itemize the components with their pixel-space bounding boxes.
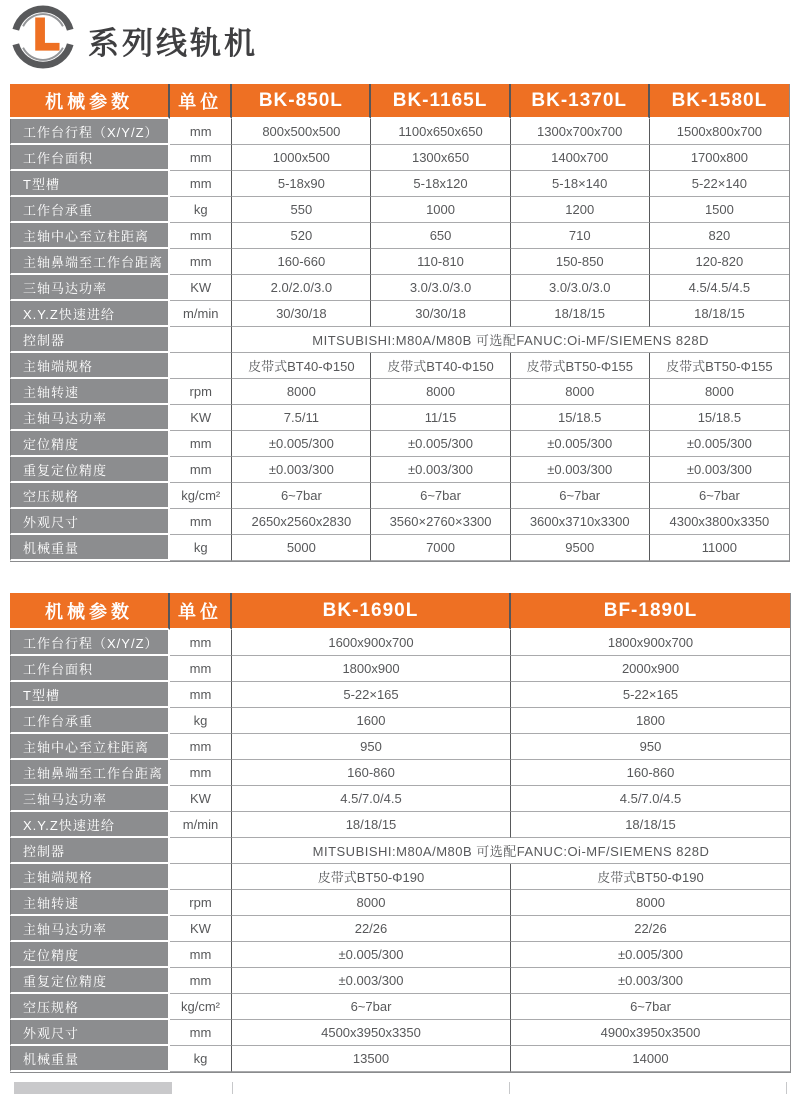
table-row [10,327,789,353]
cell-value: 800x500x500 [232,119,371,145]
column-header: 单位 [170,593,232,630]
cell-value: ±0.003/300 [371,457,510,483]
row-label: 主轴转速 [10,890,170,916]
row-label: 主轴端规格 [10,864,170,890]
row-unit: kg [170,708,232,734]
cell-value: 7.5/11 [232,405,371,431]
row-label: 工作台行程（X/Y/Z） [10,119,170,145]
cell-value: 18/18/15 [511,812,790,838]
table-row [10,760,790,786]
cell-value: 820 [650,223,789,249]
table-row [10,249,789,275]
table-row [10,942,790,968]
table-row [10,786,790,812]
row-unit: kg [170,1046,232,1072]
table-row [10,119,789,145]
cell-value: 3600x3710x3300 [511,509,650,535]
cell-value: 520 [232,223,371,249]
row-span-value: MITSUBISHI:M80A/M80B 可选配FANUC:Oi-MF/SIEMENS 828D [232,838,790,864]
cell-value: 6~7bar [511,483,650,509]
cell-value: 1800x900 [232,656,511,682]
row-label: 空压规格 [10,994,170,1020]
cell-value: 5-22×140 [650,171,789,197]
cell-value: 皮带式BT50-Φ155 [511,353,650,379]
row-unit: kg/cm² [170,994,232,1020]
row-label: 空压规格 [10,483,170,509]
cell-value: 5-22×165 [511,682,790,708]
row-label: 重复定位精度 [10,457,170,483]
row-unit [170,327,232,353]
cell-value: 8000 [511,890,790,916]
row-label: X.Y.Z快速进给 [10,301,170,327]
table-row [10,734,790,760]
row-unit: rpm [170,890,232,916]
table-row [10,197,789,223]
cell-value: 1000x500 [232,145,371,171]
table-row [10,1046,790,1072]
cell-value: 8000 [371,379,510,405]
row-unit: mm [170,171,232,197]
brand-logo-icon [8,2,78,72]
cell-value: 18/18/15 [511,301,650,327]
cell-value: 8000 [232,379,371,405]
cell-value: 950 [232,734,511,760]
cell-value: 160-860 [511,760,790,786]
cell-value: 皮带式BT40-Φ150 [371,353,510,379]
row-label: 外观尺寸 [10,1020,170,1046]
row-unit: mm [170,656,232,682]
model-column-header: BK-1370L [511,84,650,119]
table-row [10,509,789,535]
cell-value: 650 [371,223,510,249]
row-label: 主轴转速 [10,379,170,405]
model-column-header: BK-1580L [650,84,789,119]
row-span-value: MITSUBISHI:M80A/M80B 可选配FANUC:Oi-MF/SIEMENS 828D [232,327,789,353]
row-label: 主轴鼻端至工作台距离 [10,249,170,275]
table-row [10,708,790,734]
row-label: 工作台行程（X/Y/Z） [10,630,170,656]
next-table-label-cell [14,1082,172,1094]
cell-value: 710 [511,223,650,249]
cell-value: ±0.005/300 [650,431,789,457]
cell-value: ±0.005/300 [232,942,511,968]
table-row [10,1020,790,1046]
row-unit: mm [170,968,232,994]
cell-value: 5-18×140 [511,171,650,197]
cell-value: ±0.003/300 [232,968,511,994]
row-unit: kg/cm² [170,483,232,509]
cell-value: 皮带式BT50-Φ190 [511,864,790,890]
cell-value: 4.5/4.5/4.5 [650,275,789,301]
next-table-partial [10,1082,790,1094]
table-row [10,483,789,509]
row-label: 主轴马达功率 [10,916,170,942]
row-unit: rpm [170,379,232,405]
row-label: 主轴中心至立柱距离 [10,223,170,249]
cell-value: 6~7bar [371,483,510,509]
cell-value: 150-850 [511,249,650,275]
cell-value: 1300x700x700 [511,119,650,145]
row-label: T型槽 [10,171,170,197]
cell-value: 22/26 [232,916,511,942]
row-unit: mm [170,145,232,171]
cell-value: 15/18.5 [511,405,650,431]
table-row [10,994,790,1020]
cell-value: 皮带式BT50-Φ190 [232,864,511,890]
cell-value: 22/26 [511,916,790,942]
cell-value: 160-860 [232,760,511,786]
cell-value: 3.0/3.0/3.0 [371,275,510,301]
cell-value: 7000 [371,535,510,561]
row-label: 主轴马达功率 [10,405,170,431]
cell-value: 4.5/7.0/4.5 [511,786,790,812]
cell-value: 1700x800 [650,145,789,171]
row-unit: KW [170,275,232,301]
cell-value: 2650x2560x2830 [232,509,371,535]
cell-value: 550 [232,197,371,223]
table-row [10,353,789,379]
model-column-header: BK-1165L [371,84,510,119]
row-label: 主轴中心至立柱距离 [10,734,170,760]
cell-value: 5-18x90 [232,171,371,197]
row-unit: mm [170,249,232,275]
table-row [10,431,789,457]
cell-value: 11000 [650,535,789,561]
cell-value: 1300x650 [371,145,510,171]
cell-value: 3560×2760×3300 [371,509,510,535]
row-unit: mm [170,630,232,656]
cell-value: 18/18/15 [232,812,511,838]
row-label: 重复定位精度 [10,968,170,994]
cell-value: 2.0/2.0/3.0 [232,275,371,301]
cell-value: 14000 [511,1046,790,1072]
table-row [10,275,789,301]
row-label: 机械重量 [10,1046,170,1072]
cell-value: 4500x3950x3350 [232,1020,511,1046]
cell-value: 9500 [511,535,650,561]
row-unit: KW [170,916,232,942]
table-row [10,890,790,916]
table-row [10,864,790,890]
row-label: 工作台承重 [10,197,170,223]
row-label: 工作台承重 [10,708,170,734]
cell-value: ±0.005/300 [511,942,790,968]
cell-value: 1500 [650,197,789,223]
cell-value: 1200 [511,197,650,223]
table-row [10,630,790,656]
cell-value: 18/18/15 [650,301,789,327]
cell-value: 5-22×165 [232,682,511,708]
cell-value: 120-820 [650,249,789,275]
row-label: 定位精度 [10,431,170,457]
cell-value: 3.0/3.0/3.0 [511,275,650,301]
row-label: X.Y.Z快速进给 [10,812,170,838]
cell-value: 6~7bar [650,483,789,509]
row-label: 工作台面积 [10,656,170,682]
cell-value: 8000 [232,890,511,916]
cell-value: 皮带式BT50-Φ155 [650,353,789,379]
header-row [10,593,790,630]
table-row [10,145,789,171]
row-unit: mm [170,119,232,145]
cell-value: 30/30/18 [371,301,510,327]
row-label: 控制器 [10,327,170,353]
row-label: 主轴鼻端至工作台距离 [10,760,170,786]
row-unit: mm [170,942,232,968]
row-unit: mm [170,431,232,457]
row-label: 三轴马达功率 [10,275,170,301]
row-label: 控制器 [10,838,170,864]
spec-table-1 [10,84,790,562]
cell-value: 6~7bar [232,994,511,1020]
row-label: 工作台面积 [10,145,170,171]
cell-value: 110-810 [371,249,510,275]
cell-value: ±0.005/300 [511,431,650,457]
table-gap [0,562,800,593]
row-unit: mm [170,734,232,760]
table-row [10,379,789,405]
table-row [10,916,790,942]
cell-value: ±0.003/300 [511,457,650,483]
cell-value: 1500x800x700 [650,119,789,145]
row-label: 三轴马达功率 [10,786,170,812]
cell-value: 160-660 [232,249,371,275]
cell-value: ±0.003/300 [650,457,789,483]
column-header: 机械参数 [10,593,170,630]
row-unit [170,353,232,379]
row-unit: mm [170,509,232,535]
table-row [10,656,790,682]
cell-value: ±0.005/300 [371,431,510,457]
cell-value: 15/18.5 [650,405,789,431]
table-row [10,838,790,864]
row-label: 定位精度 [10,942,170,968]
table-row [10,223,789,249]
cell-value: ±0.003/300 [232,457,371,483]
cell-value: ±0.005/300 [232,431,371,457]
column-header: 机械参数 [10,84,170,119]
model-column-header: BF-1890L [511,593,790,630]
cell-value: 1400x700 [511,145,650,171]
cell-value: 950 [511,734,790,760]
row-label: 外观尺寸 [10,509,170,535]
page-header [0,0,800,84]
row-unit: m/min [170,301,232,327]
column-header: 单位 [170,84,232,119]
cell-value: 6~7bar [232,483,371,509]
cell-value: 2000x900 [511,656,790,682]
cell-value: 4300x3800x3350 [650,509,789,535]
cell-value: 4.5/7.0/4.5 [232,786,511,812]
row-unit: mm [170,223,232,249]
cell-value: 8000 [511,379,650,405]
row-unit: m/min [170,812,232,838]
cell-value: 1100x650x650 [371,119,510,145]
cell-value: ±0.003/300 [511,968,790,994]
cell-value: 5000 [232,535,371,561]
cell-value: 1800 [511,708,790,734]
cell-value: 6~7bar [511,994,790,1020]
row-unit: mm [170,760,232,786]
cell-value: 1000 [371,197,510,223]
table-row [10,682,790,708]
row-label: T型槽 [10,682,170,708]
table-row [10,535,789,561]
cell-value: 4900x3950x3500 [511,1020,790,1046]
row-unit: kg [170,535,232,561]
cell-value: 30/30/18 [232,301,371,327]
cell-value: 1600x900x700 [232,630,511,656]
table-row [10,301,789,327]
cell-value: 皮带式BT40-Φ150 [232,353,371,379]
row-label: 机械重量 [10,535,170,561]
cell-value: 8000 [650,379,789,405]
spec-table-2 [10,593,791,1073]
row-unit: mm [170,1020,232,1046]
cell-value: 5-18x120 [371,171,510,197]
row-label: 主轴端规格 [10,353,170,379]
table-row [10,968,790,994]
row-unit [170,838,232,864]
model-column-header: BK-1690L [232,593,511,630]
table-row [10,171,789,197]
table-row [10,812,790,838]
header-row [10,84,789,119]
row-unit: KW [170,405,232,431]
row-unit: mm [170,457,232,483]
row-unit [170,864,232,890]
row-unit: mm [170,682,232,708]
table-row [10,405,789,431]
cell-value: 1600 [232,708,511,734]
table-row [10,457,789,483]
cell-value: 13500 [232,1046,511,1072]
row-unit: kg [170,197,232,223]
cell-value: 11/15 [371,405,510,431]
page-title: 系列线轨机 [88,26,258,61]
row-unit: KW [170,786,232,812]
cell-value: 1800x900x700 [511,630,790,656]
model-column-header: BK-850L [232,84,371,119]
